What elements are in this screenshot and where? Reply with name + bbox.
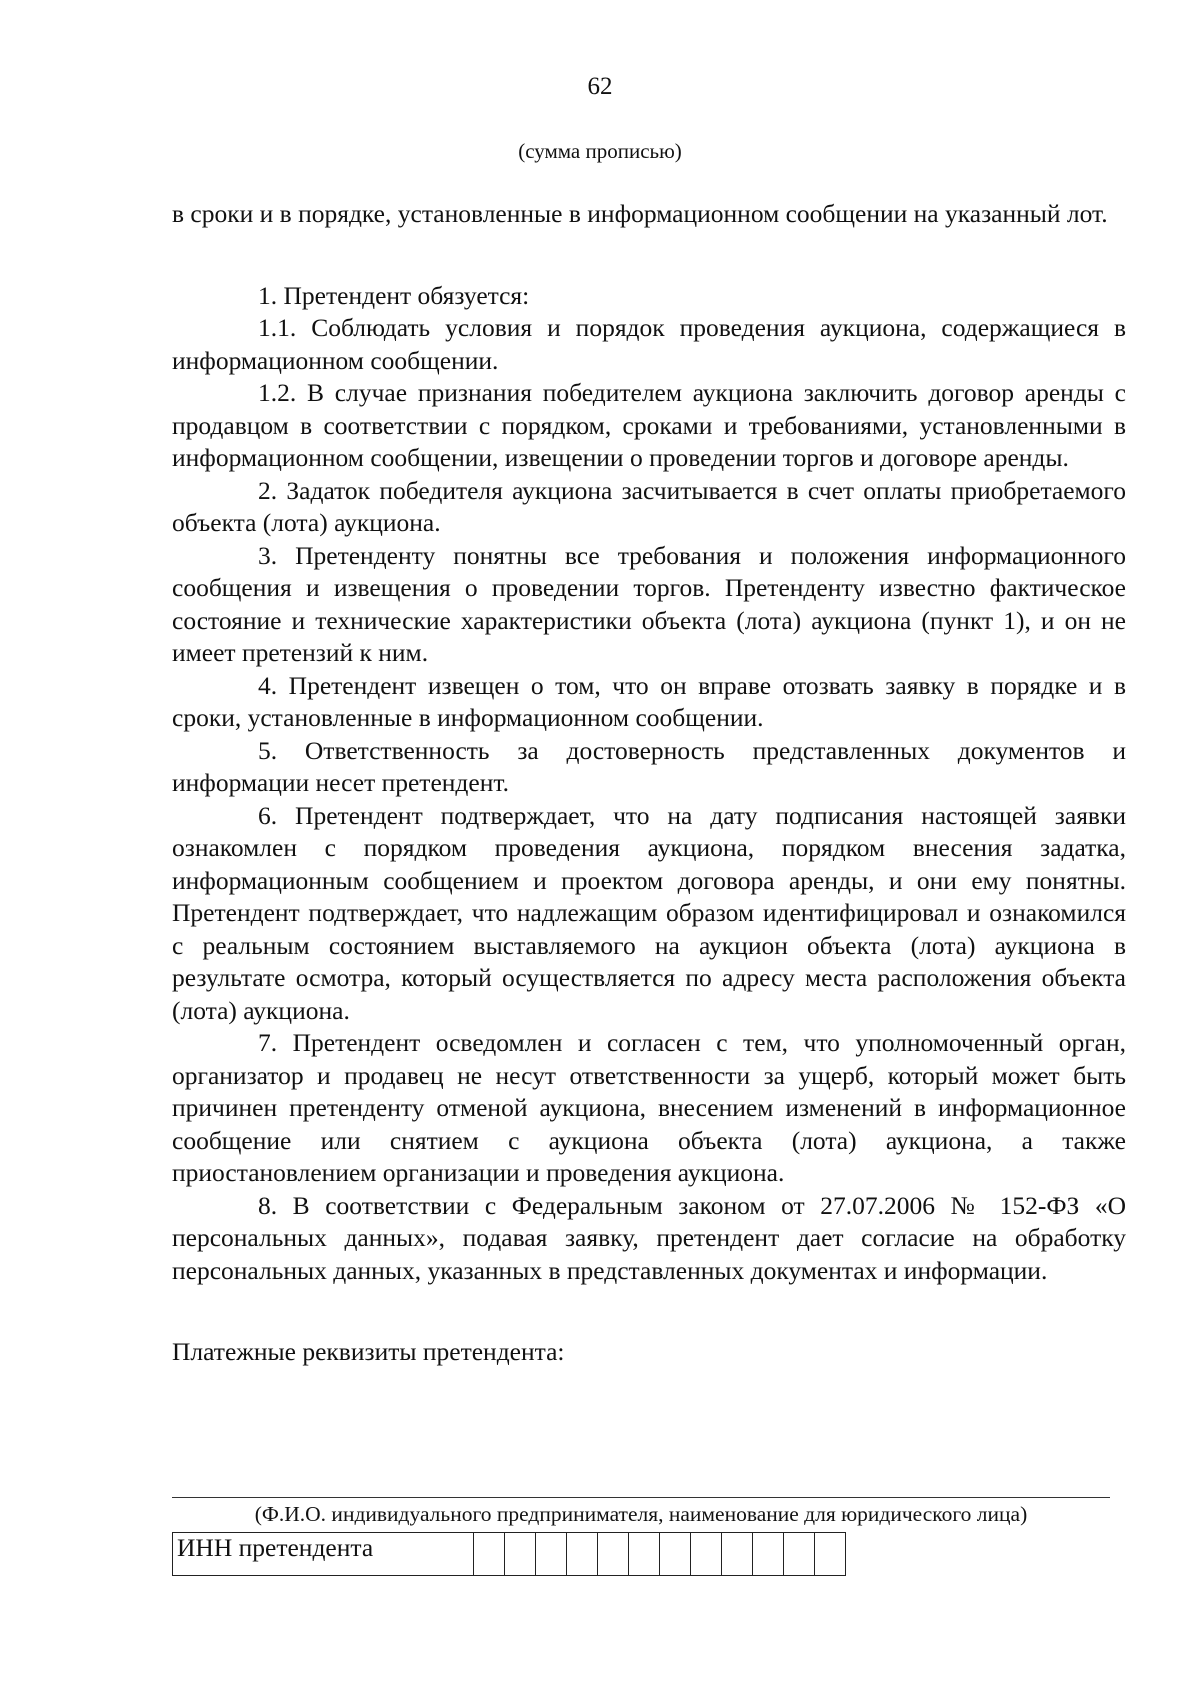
paragraph-3: 3. Претенденту понятны все требования и положения информационного сообщения и извещения о проведении торгов. Претенденту известно фактическое состояние и технические характеристики объекта (лота) аукциона (пункт 1), и он не имеет претензий к ним.: [172, 540, 1126, 667]
inn-digit-cell[interactable]: [753, 1533, 784, 1576]
inn-digit-cell[interactable]: [536, 1533, 567, 1576]
paragraph-1-2: 1.2. В случае признания победителем аукциона заключить договор аренды с продавцом в соответствии с порядком, сроками и требованиями, установленными в информационном сообщении, извещении о проведении торгов и договоре аренды.: [172, 378, 1126, 472]
paragraph-obligations-heading: 1. Претендент обязуется:: [258, 280, 530, 310]
fio-caption: (Ф.И.О. индивидуального предпринимателя, наименование для юридического лица): [254, 1502, 1028, 1526]
inn-digit-cell[interactable]: [691, 1533, 722, 1576]
paragraph-7: 7. Претендент осведомлен и согласен с тем, что уполномоченный орган, организатор и продавец не несут ответственности за ущерб, который может быть причинен претенденту отменой аукциона, внесением изменений в информационное сообщение или снятием с аукциона объекта (лота) аукциона, а также приостановлением организации и проведения аукциона.: [172, 1028, 1126, 1187]
payment-details-heading: Платежные реквизиты претендента:: [172, 1337, 565, 1366]
paragraph-1-1: 1.1. Соблюдать условия и порядок проведения аукциона, содержащиеся в информационном сообщении.: [172, 313, 1126, 375]
paragraph-8: 8. В соответствии с Федеральным законом от 27.07.2006 № 152-ФЗ «О персональных данных», подавая заявку, претендент дает согласие на обработку персональных данных, указанных в представленных документах и информации.: [172, 1190, 1126, 1285]
inn-table: [172, 1532, 846, 1576]
inn-digit-cell[interactable]: [629, 1533, 660, 1576]
inn-label: ИНН претендента: [173, 1533, 474, 1576]
paragraph-2: 2. Задаток победителя аукциона засчитывается в счет оплаты приобретаемого объекта (лота) аукциона.: [172, 475, 1126, 537]
paragraph-deadlines: в сроки и в порядке, установленные в информационном сообщении на указанный лот.: [172, 199, 1108, 228]
paragraph-5: 5. Ответственность за достоверность представленных документов и информации несет претендент.: [172, 735, 1126, 797]
fio-signature-line: [172, 1497, 1110, 1498]
document-body: [172, 198, 1126, 1369]
inn-row: [173, 1533, 846, 1576]
inn-digit-cell[interactable]: [784, 1533, 815, 1576]
page-number: 62: [587, 73, 613, 100]
inn-digit-cell[interactable]: [505, 1533, 536, 1576]
paragraph-4: 4. Претендент извещен о том, что он вправе отозвать заявку в порядке и в сроки, установленные в информационном сообщении.: [172, 670, 1126, 732]
amount-in-words-caption: (сумма прописью): [518, 139, 682, 163]
inn-digit-cell[interactable]: [660, 1533, 691, 1576]
inn-digit-cell[interactable]: [474, 1533, 505, 1576]
inn-digit-cell[interactable]: [567, 1533, 598, 1576]
paragraph-6: 6. Претендент подтверждает, что на дату подписания настоящей заявки ознакомлен с порядком проведения аукциона, порядком внесения задатка, информационным сообщением и проектом договора аренды, и они ему понятны. Претендент подтверждает, что надлежащим образом идентифицировал и ознакомился с реальным состоянием выставляемого на аукцион объекта (лота) аукциона в результате осмотра, который осуществляется по адресу места расположения объекта (лота) аукциона.: [172, 800, 1126, 1025]
inn-digit-cell[interactable]: [598, 1533, 629, 1576]
inn-digit-cell[interactable]: [722, 1533, 753, 1576]
inn-digit-cell[interactable]: [815, 1533, 846, 1576]
